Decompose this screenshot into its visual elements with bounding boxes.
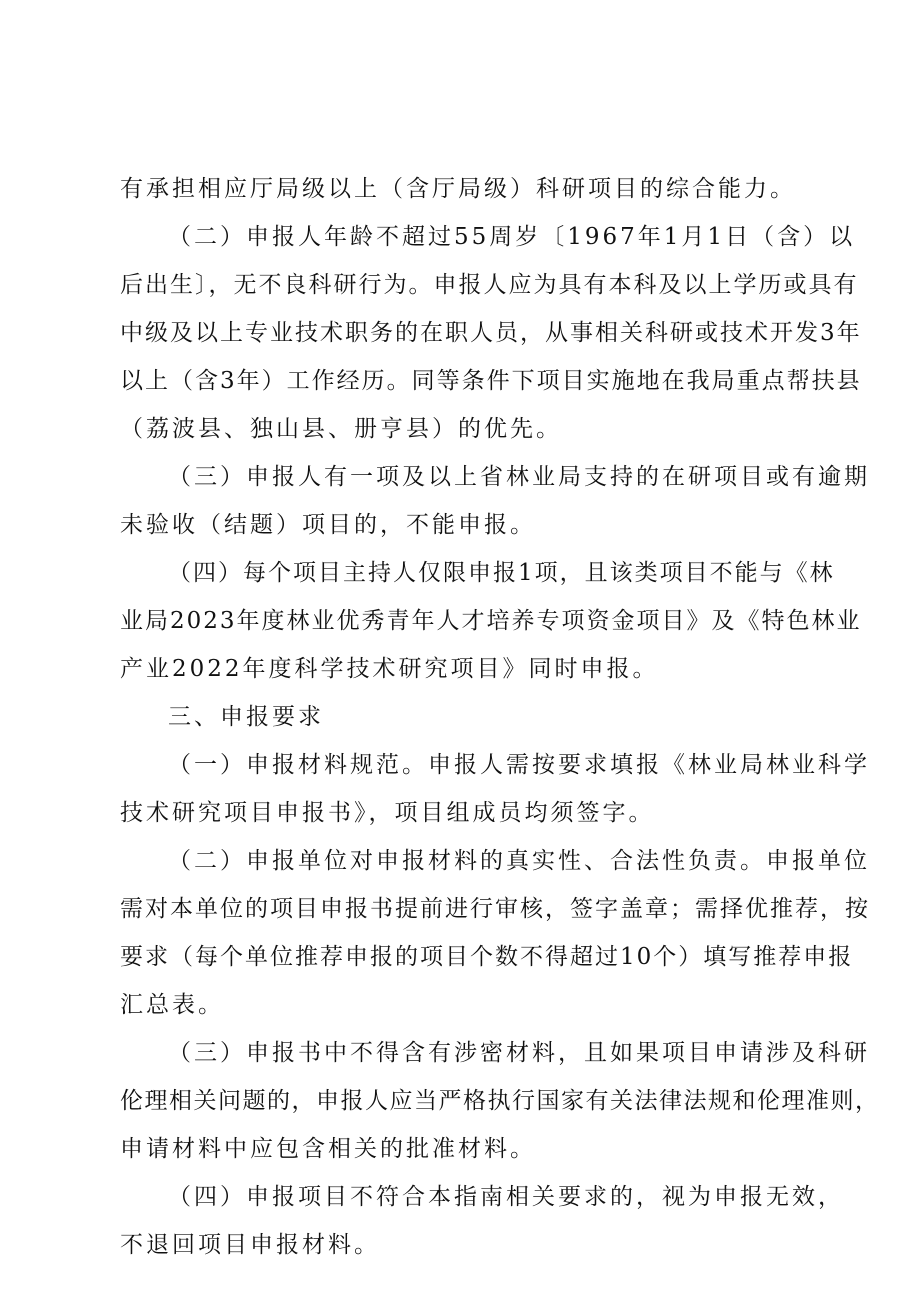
text-line: 汇总表。 xyxy=(120,992,224,1018)
text-line: 未验收（结题）项目的，不能申报。 xyxy=(120,512,536,538)
section-heading: 三、申报要求 xyxy=(168,704,324,730)
text-line: （一）申报材料规范。申报人需按要求填报《林业局林业科学 xyxy=(168,752,870,778)
text-line: 要求（每个单位推荐申报的项目个数不得超过10个）填写推荐申报 xyxy=(120,944,854,970)
text-line: （二）申报人年龄不超过55周岁〔1967年1月1日（含）以 xyxy=(168,224,856,250)
text-line: 伦理相关问题的，申报人应当严格执行国家有关法律法规和伦理准则， xyxy=(120,1088,880,1114)
text-line: （三）申报人有一项及以上省林业局支持的在研项目或有逾期 xyxy=(168,464,870,490)
text-line: 中级及以上专业技术职务的在职人员，从事相关科研或技术开发3年 xyxy=(120,320,862,346)
text-line: （四）每个项目主持人仅限申报1项，且该类项目不能与《林 xyxy=(168,560,835,586)
text-line: （三）申报书中不得含有涉密材料，且如果项目申请涉及科研 xyxy=(168,1040,870,1066)
text-line: 业局2023年度林业优秀青年人才培养专项资金项目》及《特色林业 xyxy=(120,608,862,634)
text-line: 以上（含3年）工作经历。同等条件下项目实施地在我局重点帮扶县 xyxy=(120,368,862,394)
text-line: 申请材料中应包含相关的批准材料。 xyxy=(120,1136,536,1162)
text-line: （荔波县、独山县、册亨县）的优先。 xyxy=(120,416,562,442)
text-line: 技术研究项目申报书》，项目组成员均须签字。 xyxy=(120,800,655,826)
text-line: 需对本单位的项目申报书提前进行审核，签字盖章；需择优推荐，按 xyxy=(120,896,870,922)
text-line: 后出生〕，无不良科研行为。申报人应为具有本科及以上学历或具有 xyxy=(120,272,859,298)
text-line: （二）申报单位对申报材料的真实性、合法性负责。申报单位 xyxy=(168,848,870,874)
text-line: 不退回项目申报材料。 xyxy=(120,1232,380,1258)
text-line: 有承担相应厅局级以上（含厅局级）科研项目的综合能力。 xyxy=(120,176,796,202)
text-line: （四）申报项目不符合本指南相关要求的，视为申报无效， xyxy=(168,1184,844,1210)
text-line: 产业2022年度科学技术研究项目》同时申报。 xyxy=(120,656,659,682)
